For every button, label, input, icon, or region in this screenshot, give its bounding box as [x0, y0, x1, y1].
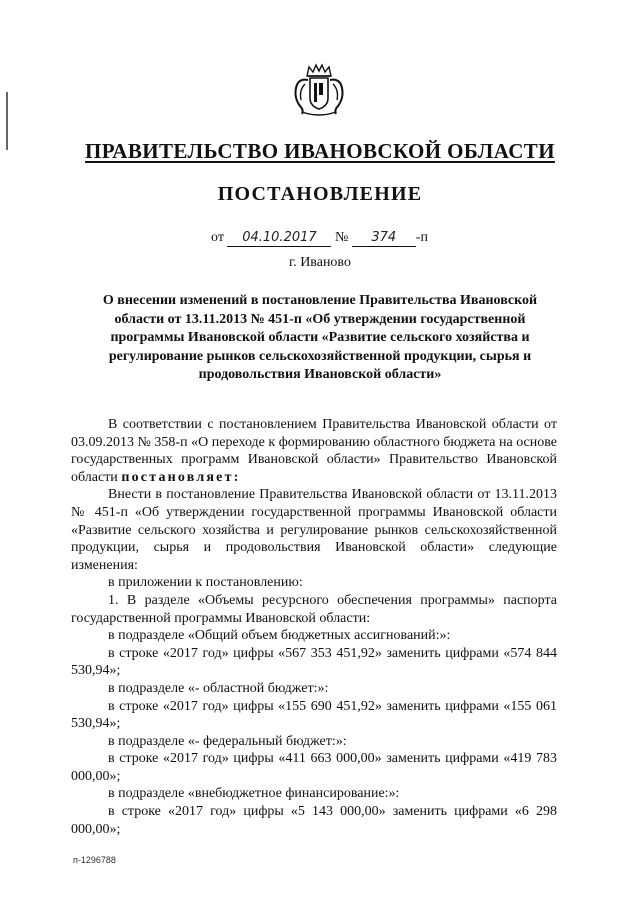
date-prefix: от: [211, 230, 224, 245]
resolve-word: постановляет:: [121, 469, 241, 485]
body-paragraph: в строке «2017 год» цифры «411 663 000,00» заменить цифрами «419 783 000,00»;: [71, 751, 557, 784]
body-paragraph: в строке «2017 год» цифры «567 353 451,92» заменить цифрами «574 844 530,94»;: [71, 645, 557, 679]
document-number: 374: [352, 230, 416, 247]
document-subject: О внесении изменений в постановление Правительства Ивановской области от 13.11.2013 № 451-п «Об утверждении государственной программы Ивановской области «Развитие сельского хозяйства и регулирование рынков сельскохозяйственной продукции, сырья и продовольствия Ивановской области»: [102, 293, 538, 382]
body-paragraph: 1. В разделе «Объемы ресурсного обеспечения программы» паспорта государственной программы Ивановской области:: [71, 592, 557, 626]
document-body: [71, 416, 557, 838]
document-number-line: [211, 230, 428, 247]
number-sign: №: [334, 230, 349, 245]
body-paragraph: в подразделе «внебюджетное финансирование:»:: [108, 786, 400, 802]
body-paragraph: в строке «2017 год» цифры «5 143 000,00» заменить цифрами «6 298 000,00»;: [71, 804, 557, 837]
document-type: ПОСТАНОВЛЕНИЕ: [217, 183, 423, 205]
body-paragraph: в приложении к постановлению:: [108, 575, 303, 591]
number-suffix: -п: [415, 230, 428, 245]
body-paragraph: в строке «2017 год» цифры «155 690 451,92» заменить цифрами «155 061 530,94»;: [71, 698, 557, 732]
footer-document-code: п-1296788: [73, 855, 116, 865]
body-paragraph: в подразделе «Общий объем бюджетных ассигнований:»:: [108, 628, 451, 644]
intro-paragraph: [71, 416, 557, 486]
city: г. Иваново: [289, 255, 351, 270]
body-paragraph: в подразделе «- федеральный бюджет:»:: [108, 733, 347, 749]
ivanovo-coat-of-arms-icon: [288, 62, 350, 116]
government-title: ПРАВИТЕЛЬСТВО ИВАНОВСКОЙ ОБЛАСТИ: [85, 139, 555, 163]
document-date: 04.10.2017: [227, 230, 331, 247]
intro-text: В соответствии с постановлением Правительства Ивановской области от 03.09.2013 № 358-п «О переходе к формированию областного бюджета на основе государственных программ Ивановской области» Правительство Ивановской области: [71, 417, 557, 485]
body-paragraph: в подразделе «- областной бюджет:»:: [108, 680, 329, 696]
body-paragraph: Внести в постановление Правительства Ивановской области от 13.11.2013 № 451-п «Об утверждении государственной программы Ивановской области «Развитие сельского хозяйства и регулирование рынков сельскохозяйственной продукции, сырья и продовольствия Ивановской области» следующие изменения:: [71, 487, 557, 573]
